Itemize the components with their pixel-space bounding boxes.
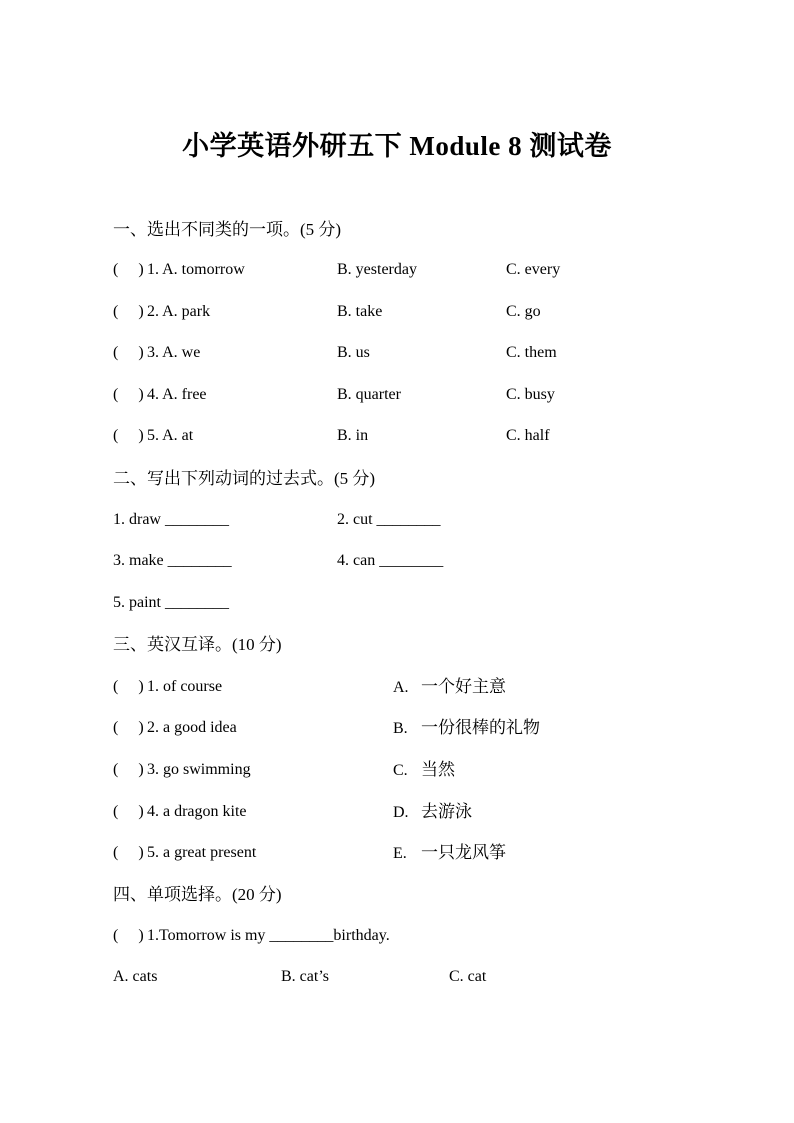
chinese-option: E. 一只龙风筝 xyxy=(393,843,506,862)
answer-bracket[interactable]: ( ) xyxy=(113,261,144,278)
choice-b[interactable]: B. cat’s xyxy=(281,968,329,985)
answer-bracket[interactable]: ( ) xyxy=(113,427,144,444)
option-a: 4. A. free xyxy=(147,386,207,403)
question-text: 1.Tomorrow is my ________birthday. xyxy=(147,927,390,944)
section3-row-5 xyxy=(0,841,794,865)
answer-bracket[interactable]: ( ) xyxy=(113,803,144,820)
option-a: 1. A. tomorrow xyxy=(147,261,245,278)
chinese-option: D. 去游泳 xyxy=(393,802,472,821)
section2-row-1 xyxy=(0,508,794,532)
option-b: B. take xyxy=(337,303,383,320)
section3-row-2 xyxy=(0,716,794,740)
english-phrase: 2. a good idea xyxy=(147,719,237,736)
answer-bracket[interactable]: ( ) xyxy=(113,719,144,736)
choice-c[interactable]: C. cat xyxy=(449,968,487,985)
section2-heading: 二、写出下列动词的过去式。(5 分) xyxy=(113,469,376,488)
option-b: B. quarter xyxy=(337,386,401,403)
section1-row-2 xyxy=(0,300,794,324)
section3-heading: 三、英汉互译。(10 分) xyxy=(113,635,282,654)
chinese-option: A. 一个好主意 xyxy=(393,677,506,696)
answer-bracket[interactable]: ( ) xyxy=(113,678,144,695)
option-c: C. half xyxy=(506,427,550,444)
option-b: B. yesterday xyxy=(337,261,417,278)
page-title: 小学英语外研五下 Module 8 测试卷 xyxy=(182,131,612,161)
section2-row-3 xyxy=(0,591,794,615)
choice-a[interactable]: A. cats xyxy=(113,968,158,985)
fill-blank-item[interactable]: 2. cut ________ xyxy=(337,511,441,528)
section1-row-4 xyxy=(0,383,794,407)
option-a: 3. A. we xyxy=(147,344,201,361)
option-c: C. go xyxy=(506,303,541,320)
option-b: B. us xyxy=(337,344,370,361)
fill-blank-item[interactable]: 3. make ________ xyxy=(113,552,232,569)
section4-options-1 xyxy=(0,965,794,989)
section3-row-1 xyxy=(0,675,794,699)
section1-row-3 xyxy=(0,341,794,365)
option-a: 5. A. at xyxy=(147,427,194,444)
section3-row-4 xyxy=(0,800,794,824)
fill-blank-item[interactable]: 5. paint ________ xyxy=(113,594,229,611)
fill-blank-item[interactable]: 4. can ________ xyxy=(337,552,444,569)
option-c: C. them xyxy=(506,344,557,361)
english-phrase: 3. go swimming xyxy=(147,761,251,778)
chinese-option: C. 当然 xyxy=(393,760,455,779)
english-phrase: 1. of course xyxy=(147,678,223,695)
section4-question-1 xyxy=(0,924,794,948)
english-phrase: 4. a dragon kite xyxy=(147,803,247,820)
option-c: C. busy xyxy=(506,386,555,403)
option-a: 2. A. park xyxy=(147,303,211,320)
option-b: B. in xyxy=(337,427,369,444)
option-c: C. every xyxy=(506,261,561,278)
english-phrase: 5. a great present xyxy=(147,844,257,861)
answer-bracket[interactable]: ( ) xyxy=(113,386,144,403)
section2-row-2 xyxy=(0,549,794,573)
answer-bracket[interactable]: ( ) xyxy=(113,761,144,778)
answer-bracket[interactable]: ( ) xyxy=(113,303,144,320)
section1-heading: 一、选出不同类的一项。(5 分) xyxy=(113,220,342,239)
section3-row-3 xyxy=(0,758,794,782)
section4-heading: 四、单项选择。(20 分) xyxy=(113,885,282,904)
section1-row-5 xyxy=(0,424,794,448)
fill-blank-item[interactable]: 1. draw ________ xyxy=(113,511,229,528)
answer-bracket[interactable]: ( ) xyxy=(113,844,144,861)
chinese-option: B. 一份很棒的礼物 xyxy=(393,718,540,737)
answer-bracket[interactable]: ( ) xyxy=(113,344,144,361)
section1-row-1 xyxy=(0,258,794,282)
answer-bracket[interactable]: ( ) xyxy=(113,927,144,944)
